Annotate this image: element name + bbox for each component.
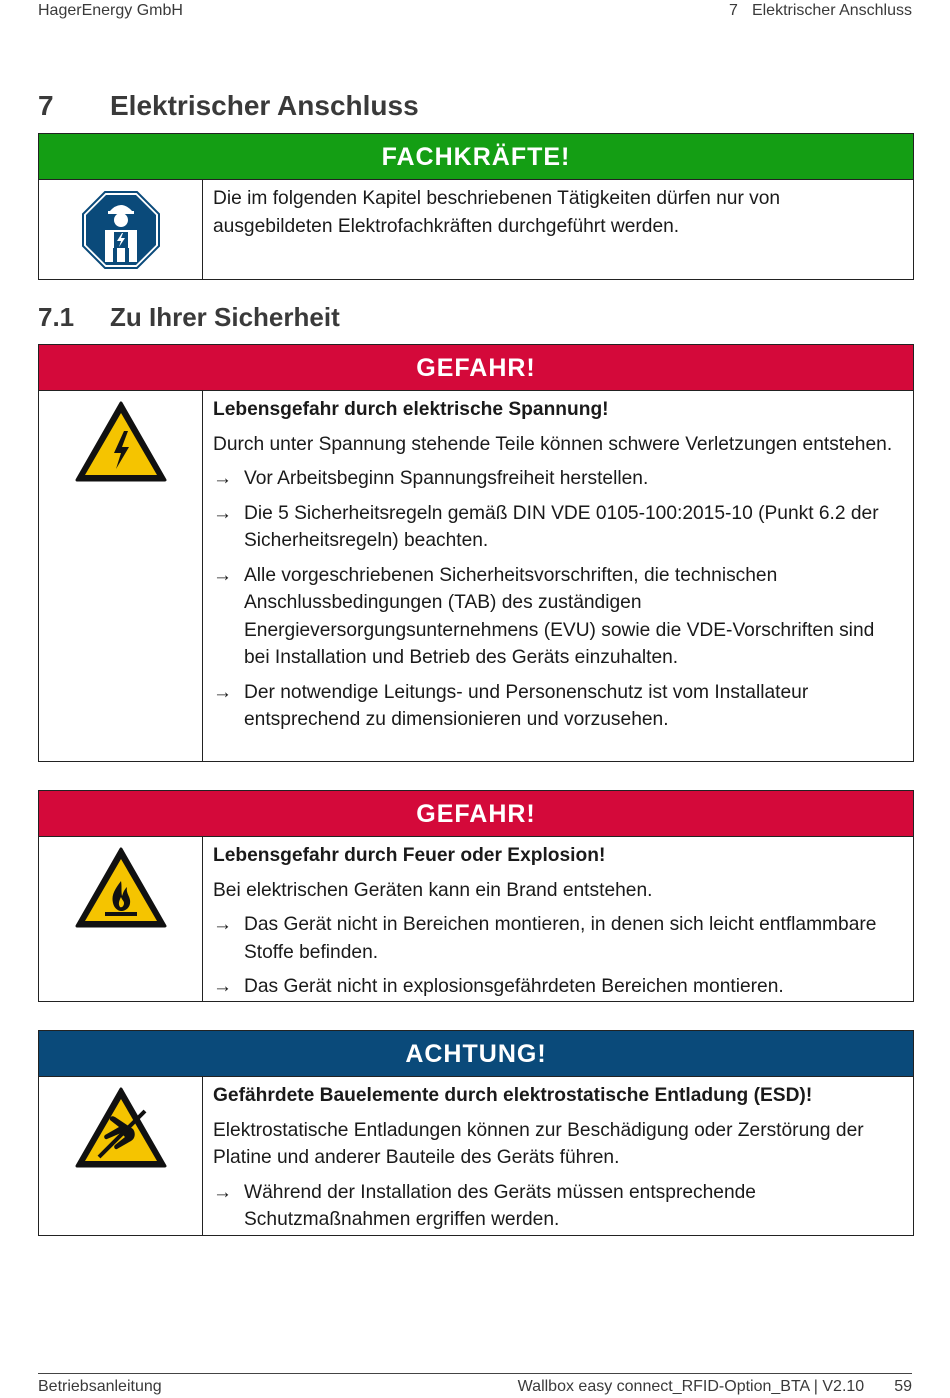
notice-text-cell [203, 180, 913, 246]
notice-label: FACHKRÄFTE! [39, 134, 913, 180]
section-title: Elektrischer Anschluss [110, 90, 419, 121]
header-chapter-number: 7 [729, 2, 738, 19]
notice-label: GEFAHR! [39, 345, 913, 391]
list-item [213, 973, 903, 1001]
notice-icon-cell [39, 180, 203, 279]
list-item [213, 465, 903, 493]
footer-doc-title: Wallbox easy connect_RFID-Option_BTA | V2.10 [517, 1378, 865, 1395]
notice-danger-fire [38, 790, 914, 1002]
notice-label: GEFAHR! [39, 791, 913, 837]
list-item-text: Während der Installation des Geräts müssen entsprechende Schutzmaßnahmen ergriffen werden. [244, 1181, 756, 1230]
arrow-right-icon: → [213, 468, 232, 489]
section-number: 7 [38, 90, 54, 121]
notice-icon-cell [39, 391, 203, 761]
notice-text: Elektrostatische Entladungen können zur Beschädigung oder Zerstörung der Platine und anderer Bauteile des Geräts führen. [213, 1119, 864, 1168]
page-number: 59 [894, 1378, 912, 1395]
notice-text: Durch unter Spannung stehende Teile können schwere Verletzungen entstehen. [213, 433, 893, 455]
notice-text-cell [203, 391, 913, 740]
fire-explosion-warning-icon [75, 847, 167, 929]
notice-text-cell [203, 1077, 913, 1240]
arrow-right-icon: → [213, 681, 232, 703]
list-item [213, 562, 903, 672]
page-footer [38, 1373, 912, 1398]
arrow-right-icon: → [213, 914, 232, 935]
list-item [213, 1179, 903, 1234]
notice-label: ACHTUNG! [39, 1031, 913, 1077]
list-item-text: Der notwendige Leitungs- und Personenschutz ist vom Installateur entsprechend zu dimensionieren und vorzusehen. [244, 681, 809, 730]
arrow-right-icon: → [213, 1181, 232, 1203]
footer-right [518, 1378, 912, 1396]
list-item-text: Alle vorgeschriebenen Sicherheitsvorschriften, die technischen Anschlussbedingungen (TAB) des zuständigen Energieversorgungsunternehmens (EVU) sowie die VDE-Vorschriften sind bei Installation und Betrieb des Geräts einzuhalten. [244, 564, 875, 668]
notice-text: Die im folgenden Kapitel beschriebenen Tätigkeiten dürfen nur von ausgebildeten Elektrofachkräften durchgeführt werden. [213, 188, 781, 237]
list-item-text: Vor Arbeitsbeginn Spannungsfreiheit herstellen. [244, 468, 649, 489]
arrow-right-icon: → [213, 564, 232, 586]
notice-icon-cell [39, 837, 203, 1001]
list-item-text: Das Gerät nicht in Bereichen montieren, in denen sich leicht entflammbare Stoffe befinden. [244, 914, 877, 963]
notice-heading: Gefährdete Bauelemente durch elektrostatische Entladung (ESD)! [213, 1085, 813, 1106]
list-item [213, 911, 903, 966]
notice-qualified-personnel [38, 133, 914, 280]
notice-heading: Lebensgefahr durch elektrische Spannung! [213, 399, 609, 420]
notice-danger-electric [38, 344, 914, 762]
list-item [213, 500, 903, 555]
notice-text-cell [203, 837, 913, 1007]
arrow-right-icon: → [213, 502, 232, 524]
qualified-electrician-icon [81, 190, 161, 270]
list-item-text: Die 5 Sicherheitsregeln gemäß DIN VDE 0105-100:2015-10 (Punkt 6.2 der Sicherheitsregeln) beachten. [244, 502, 879, 551]
subsection-title: Zu Ihrer Sicherheit [110, 302, 340, 332]
footer-doc-type: Betriebsanleitung [38, 1378, 162, 1395]
header-company: HagerEnergy GmbH [38, 2, 183, 19]
header-chapter-title: Elektrischer Anschluss [751, 2, 912, 19]
list-item-text: Das Gerät nicht in explosionsgefährdeten Bereichen montieren. [244, 976, 784, 997]
notice-heading: Lebensgefahr durch Feuer oder Explosion! [213, 845, 606, 866]
list-item [213, 679, 903, 734]
notice-text: Bei elektrischen Geräten kann ein Brand entstehen. [213, 879, 653, 901]
subsection-number: 7.1 [38, 302, 75, 332]
esd-warning-icon [75, 1087, 167, 1169]
electric-voltage-warning-icon [75, 401, 167, 483]
running-header [38, 2, 912, 22]
notice-caution-esd [38, 1030, 914, 1236]
header-chapter [729, 2, 912, 20]
arrow-right-icon: → [213, 976, 232, 997]
notice-icon-cell [39, 1077, 203, 1235]
